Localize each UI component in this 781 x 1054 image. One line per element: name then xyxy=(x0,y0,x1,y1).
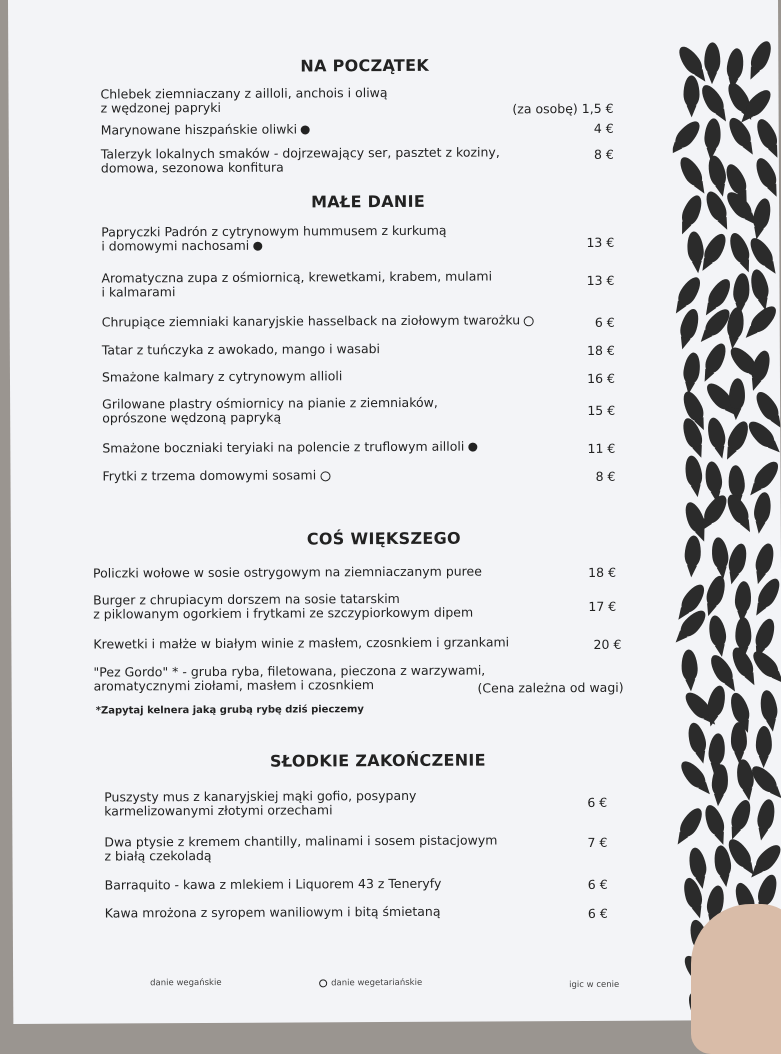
item-price: 6 € xyxy=(587,876,608,892)
fish-icon xyxy=(751,196,774,231)
item-price: 18 € xyxy=(586,342,615,358)
item-name-line2: i kalmarami xyxy=(101,284,176,300)
fish-icon xyxy=(704,42,720,74)
fish-icon xyxy=(742,86,775,121)
fish-icon xyxy=(730,722,747,754)
fish-icon xyxy=(705,683,728,718)
fish-icon xyxy=(726,231,753,267)
fish-icon xyxy=(758,689,779,723)
item-price: 6 € xyxy=(594,314,615,330)
fish-icon xyxy=(701,340,729,376)
menu-item xyxy=(101,224,446,254)
fish-icon xyxy=(753,541,777,576)
legend-tax: igic w cenie xyxy=(569,979,620,991)
fish-icon xyxy=(708,732,727,765)
vegan-icon xyxy=(301,125,310,134)
item-name: "Pez Gordo" * - gruba ryba, filetowana, pieczona z warzywami, xyxy=(93,662,486,680)
fish-icon xyxy=(710,537,730,571)
fish-icon xyxy=(755,872,780,907)
item-name-line2: z białą czekoladą xyxy=(104,847,212,864)
fish-icon xyxy=(748,267,771,302)
menu-item xyxy=(105,877,442,893)
item-name: Kawa mrożona z syropem waniliowym i bitą śmietaną xyxy=(104,903,441,921)
fish-icon xyxy=(751,388,781,424)
fish-icon xyxy=(750,457,781,492)
footnote: *Zapytaj kelnera jaką grubą rybę dziś pieczemy xyxy=(95,704,364,717)
item-name-line2: z wędzonej papryki xyxy=(100,99,222,116)
fish-icon xyxy=(728,798,754,834)
menu-item xyxy=(93,635,509,651)
item-name: Chrupiące ziemniaki kanaryjskie hasselback na ziołowym twarożku xyxy=(101,312,521,330)
item-price: 20 € xyxy=(593,636,622,652)
item-price: 15 € xyxy=(587,402,616,418)
fish-icon xyxy=(728,378,745,411)
fish-icon xyxy=(726,541,750,576)
item-name: Tatar z tuńczyka z awokado, mango i wasabi xyxy=(101,341,381,358)
fish-icon xyxy=(734,580,752,613)
fish-icon xyxy=(735,617,751,649)
fish-icon xyxy=(676,805,706,841)
fish-icon xyxy=(685,230,704,264)
item-name: Barraquito - kawa z mlekiem i Liquorem 43 z Teneryfy xyxy=(104,875,442,893)
fish-icon xyxy=(752,841,781,876)
fish-icon xyxy=(753,491,774,525)
item-price: 13 € xyxy=(586,234,615,250)
item-price: 7 € xyxy=(587,834,608,850)
menu-item xyxy=(102,440,477,456)
item-name: Puszysty mus z kanaryjskiej mąki gofio, posypany xyxy=(104,787,417,805)
fish-icon xyxy=(678,192,705,228)
fish-icon xyxy=(705,416,728,451)
item-name-line2: oprószone wędzoną papryką xyxy=(102,409,282,426)
fish-icon xyxy=(685,721,708,756)
fish-icon xyxy=(683,535,701,568)
fish-icon xyxy=(725,48,745,82)
fish-icon xyxy=(687,846,709,881)
fish-icon xyxy=(676,153,706,189)
menu-item xyxy=(93,664,485,694)
menu-item xyxy=(102,342,380,357)
fish-icon xyxy=(704,574,729,609)
item-name: Smażone boczniaki teryiaki na polencie z truflowym ailloli xyxy=(102,438,465,456)
fish-icon xyxy=(752,617,778,653)
section-title-starters: NA POCZĄTEK xyxy=(300,55,430,76)
item-name: Burger z chrupiacym dorszem na sosie tatarskim xyxy=(93,590,400,608)
item-price-note: (Cena zależna od wagi) xyxy=(477,679,624,696)
fish-icon xyxy=(684,75,700,107)
fish-pattern-decoration xyxy=(672,36,781,1021)
item-name: Smażone kalmary z cytrynowym allioli xyxy=(101,368,343,385)
legend-vegetarian xyxy=(319,978,422,989)
fish-icon xyxy=(682,352,702,386)
item-name: Aromatyczna zupa z ośmiornicą, krewetkami, krabem, mulami xyxy=(101,268,493,286)
item-price: 17 € xyxy=(588,598,617,614)
item-price: 13 € xyxy=(586,272,615,288)
section-title-mains: COŚ WIĘKSZEGO xyxy=(306,528,461,549)
legend-vegan: danie wegańskie xyxy=(150,977,222,989)
vegetarian-icon xyxy=(524,316,534,326)
thumb xyxy=(691,904,781,1054)
item-price: 18 € xyxy=(588,564,617,580)
fish-icon xyxy=(707,614,728,648)
item-price: 8 € xyxy=(593,146,614,162)
fish-icon xyxy=(674,43,706,78)
item-name-line2: aromatycznymi ziołami, masłem i czosnkiem xyxy=(93,677,375,694)
menu-item xyxy=(93,565,482,581)
fish-icon xyxy=(681,649,699,682)
legend-vegetarian-label: danie wegetariańskie xyxy=(331,977,423,989)
menu-item xyxy=(100,86,387,116)
section-title-small-dishes: MAŁE DANIE xyxy=(311,191,426,212)
fish-icon xyxy=(697,82,727,118)
menu-item xyxy=(104,833,497,863)
item-name: Papryczki Padrón z cytrynowym hummusem z kurkumą xyxy=(101,222,447,240)
menu-item xyxy=(102,313,534,329)
fish-icon xyxy=(748,38,776,74)
fish-icon xyxy=(727,464,745,497)
fish-icon xyxy=(703,460,723,494)
item-name: Talerzyk lokalnych smaków - dojrzewający ser, pasztet z koziny, xyxy=(100,144,500,162)
item-name-line2: z piklowanym ogorkiem i frytkami ze szczypiorkowym dipem xyxy=(93,604,474,622)
fish-icon xyxy=(703,118,722,151)
menu-page xyxy=(8,0,781,1024)
item-name: Policzki wołowe w sosie ostrygowym na ziemniaczanym puree xyxy=(92,563,482,581)
menu-item xyxy=(93,592,473,622)
fish-icon xyxy=(701,802,727,838)
menu-item xyxy=(102,468,330,483)
item-name: Dwa ptysie z kremem chantilly, malinami i sosem pistacjowym xyxy=(104,832,498,850)
item-name: Frytki z trzema domowymi sosami xyxy=(102,467,317,484)
item-name-line2: domowa, sezonowa konfitura xyxy=(100,159,284,176)
menu-item xyxy=(104,789,416,819)
item-price-note: (za osobę) 1,5 € xyxy=(512,100,614,117)
item-name: Chlebek ziemniaczany z ailloli, anchois i oliwą xyxy=(100,85,388,102)
item-name: Krewetki i małże w białym winie z masłem, czosnkiem i grzankami xyxy=(93,634,510,652)
section-title-desserts: SŁODKIE ZAKOŃCZENIE xyxy=(269,750,486,771)
fish-icon xyxy=(723,491,752,527)
menu-item xyxy=(105,905,441,921)
fish-icon xyxy=(749,348,774,383)
fish-icon xyxy=(674,273,704,309)
fish-icon xyxy=(753,116,781,152)
fish-icon xyxy=(700,492,731,528)
fish-icon xyxy=(755,798,777,833)
fish-icon xyxy=(732,273,751,306)
fish-icon xyxy=(706,154,729,189)
item-name: Marynowane hiszpańskie oliwki xyxy=(100,121,298,138)
vegetarian-icon xyxy=(320,471,330,481)
fish-icon xyxy=(683,455,704,489)
menu-item xyxy=(102,396,438,426)
item-name-line2: i domowymi nachosami xyxy=(101,237,250,254)
menu-item xyxy=(102,369,342,384)
item-price: 8 € xyxy=(595,468,616,484)
item-price: 11 € xyxy=(587,440,616,456)
item-name: Grilowane plastry ośmiornicy na pianie z ziemniaków, xyxy=(102,394,438,412)
menu-item xyxy=(101,269,492,299)
vegan-icon xyxy=(468,443,477,452)
item-price: 16 € xyxy=(587,370,616,386)
fish-icon xyxy=(704,275,734,311)
fish-icon xyxy=(700,231,730,267)
menu-item xyxy=(101,145,500,175)
fish-icon xyxy=(672,117,704,152)
vegetarian-icon xyxy=(319,979,327,987)
item-name-line2: karmelizowanymi złotymi orzechami xyxy=(104,802,333,819)
fish-icon xyxy=(752,155,780,191)
menu-item xyxy=(101,122,311,137)
fish-icon xyxy=(727,691,752,726)
item-price: 6 € xyxy=(587,905,608,921)
vegan-icon xyxy=(253,242,262,251)
item-price: 4 € xyxy=(593,120,614,136)
item-price: 6 € xyxy=(587,794,608,810)
